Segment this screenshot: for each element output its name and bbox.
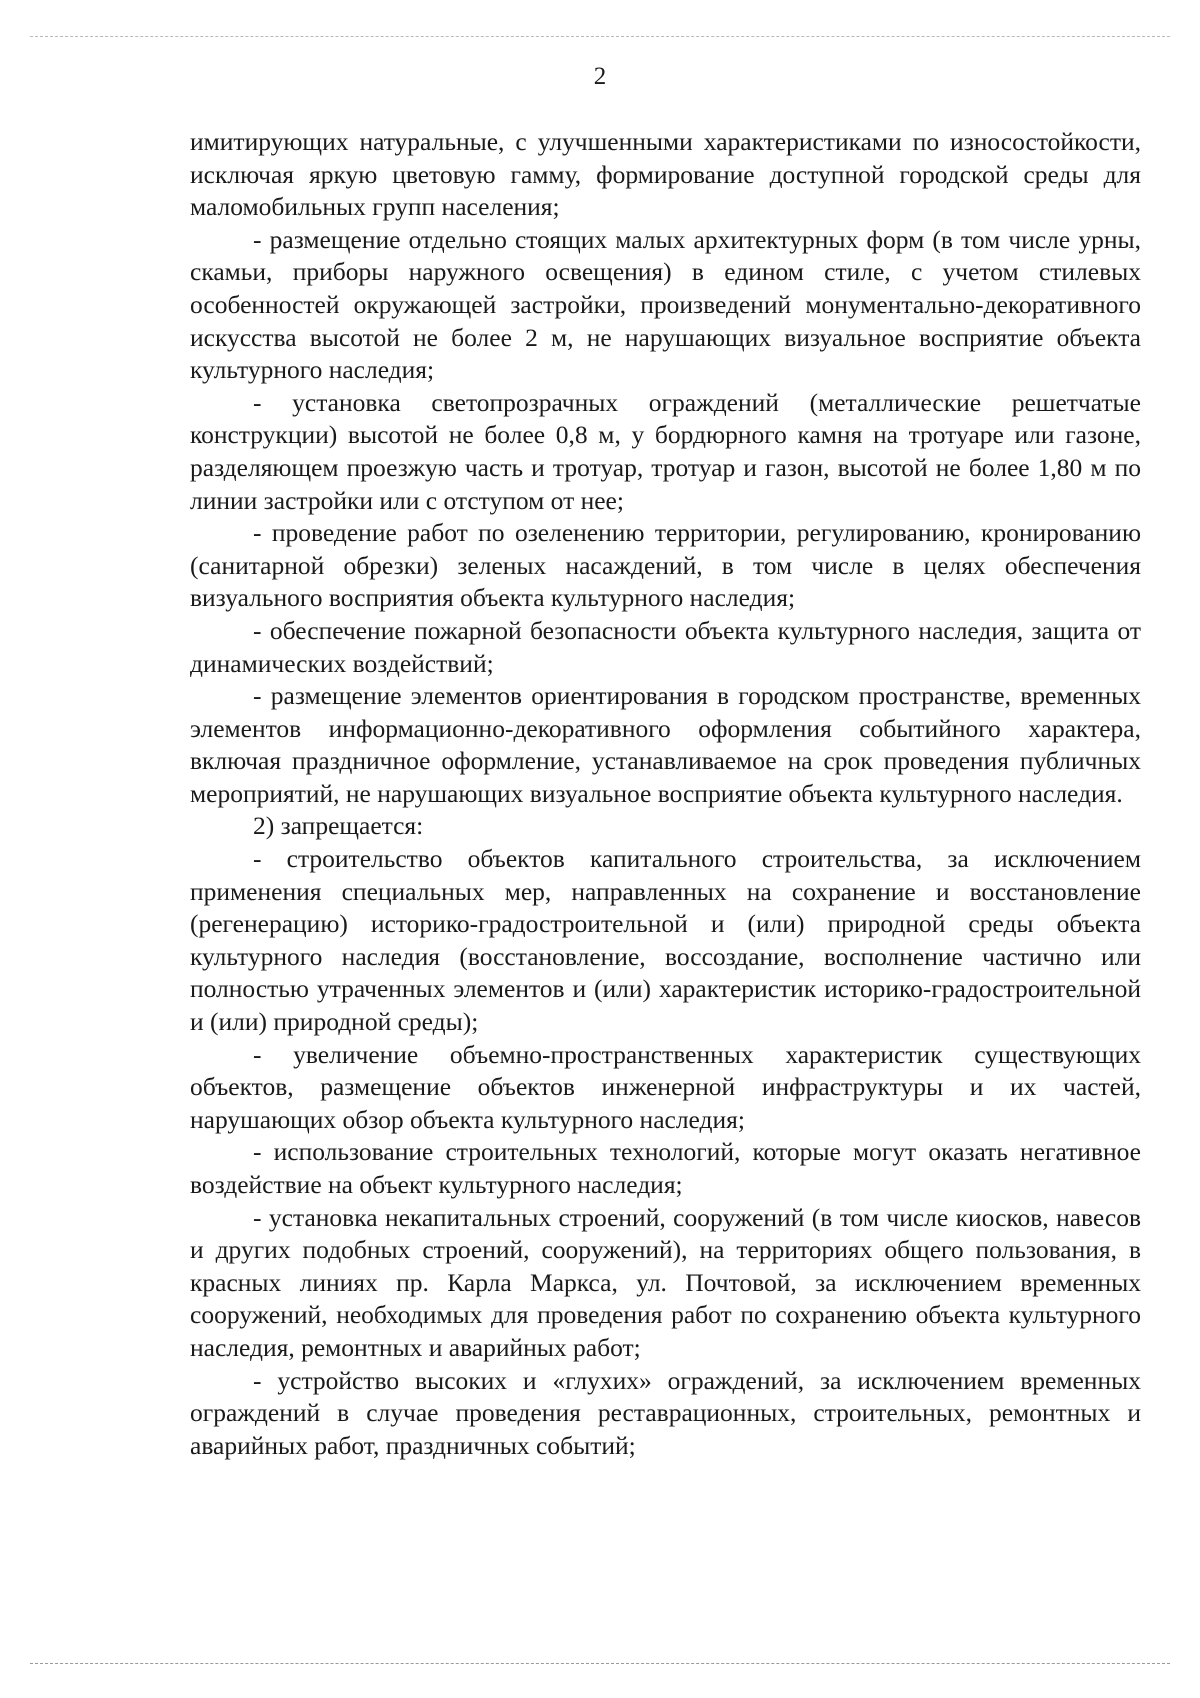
paragraph-orientation-elements: - размещение элементов ориентирования в городском пространстве, временных элементов информационно-декоративного оформления событийного характера, включая праздничное оформление, устанавливаемое на срок проведения публичных мероприятий, не нарушающих визуальное восприятие объекта культурного наследия. <box>190 681 1141 808</box>
paragraph-volume-increase: - увеличение объемно-пространственных характеристик существующих объектов, размещение объектов инженерной инфраструктуры и их частей, нарушающих обзор объекта культурного наследия; <box>190 1039 1141 1134</box>
page-number: 2 <box>593 63 607 90</box>
document-body <box>190 126 1141 1462</box>
paragraph-continuation: имитирующих натуральные, с улучшенными характеристиками по износостойкости, исключая яркую цветовую гамму, формирование доступной городской среды для маломобильных групп населения; <box>190 127 1141 222</box>
scan-artifact-top-line <box>30 36 1170 37</box>
paragraph-non-capital-structures: - установка некапитальных строений, сооружений (в том числе киосков, навесов и других подобных строений, сооружений), на территориях общего пользования, в красных линиях пр. Карла Маркса, ул. Почтовой, за исключением временных сооружений, необходимых для проведения работ по сохранению объекта культурного наследия, ремонтных и аварийных работ; <box>190 1202 1141 1362</box>
paragraph-capital-construction: - строительство объектов капитального строительства, за исключением применения специальных мер, направленных на сохранение и восстановление (регенерацию) историко-градостроительной и (или) природной среды объекта культурного наследия (восстановление, воссоздание, восполнение частично или полностью утраченных элементов и (или) характеристик историко-градостроительной и (или) природной среды); <box>190 844 1141 1037</box>
paragraph-landscaping: - проведение работ по озеленению территории, регулированию, кронированию (санитарной обрезки) зеленых насаждений, в том числе в целях обеспечения визуального восприятия объекта культурного наследия; <box>190 518 1141 613</box>
scan-artifact-bottom-line <box>30 1663 1170 1664</box>
paragraph-construction-technologies: - использование строительных технологий, которые могут оказать негативное воздействие на объект культурного наследия; <box>190 1137 1141 1199</box>
paragraph-prohibited-heading: 2) запрещается: <box>253 811 424 841</box>
paragraph-high-fences: - устройство высоких и «глухих» ограждений, за исключением временных ограждений в случае проведения реставрационных, строительных, ремонтных и аварийных работ, праздничных событий; <box>190 1365 1141 1460</box>
paragraph-fire-safety: - обеспечение пожарной безопасности объекта культурного наследия, защита от динамических воздействий; <box>190 615 1141 678</box>
paragraph-small-architectural-forms: - размещение отдельно стоящих малых архитектурных форм (в том числе урны, скамьи, приборы наружного освещения) в едином стиле, с учетом стилевых особенностей окружающей застройки, произведений монументально-декоративного искусства высотой не более 2 м, не нарушающих визуальное восприятие объекта культурного наследия; <box>190 224 1141 385</box>
paragraph-translucent-fences: - установка светопрозрачных ограждений (металлические решетчатые конструкции) высотой не более 0,8 м, у бордюрного камня на тротуаре или газоне, разделяющем проезжую часть и тротуар, тротуар и газон, высотой не более 1,80 м по линии застройки или с отступом от нее; <box>190 387 1141 515</box>
